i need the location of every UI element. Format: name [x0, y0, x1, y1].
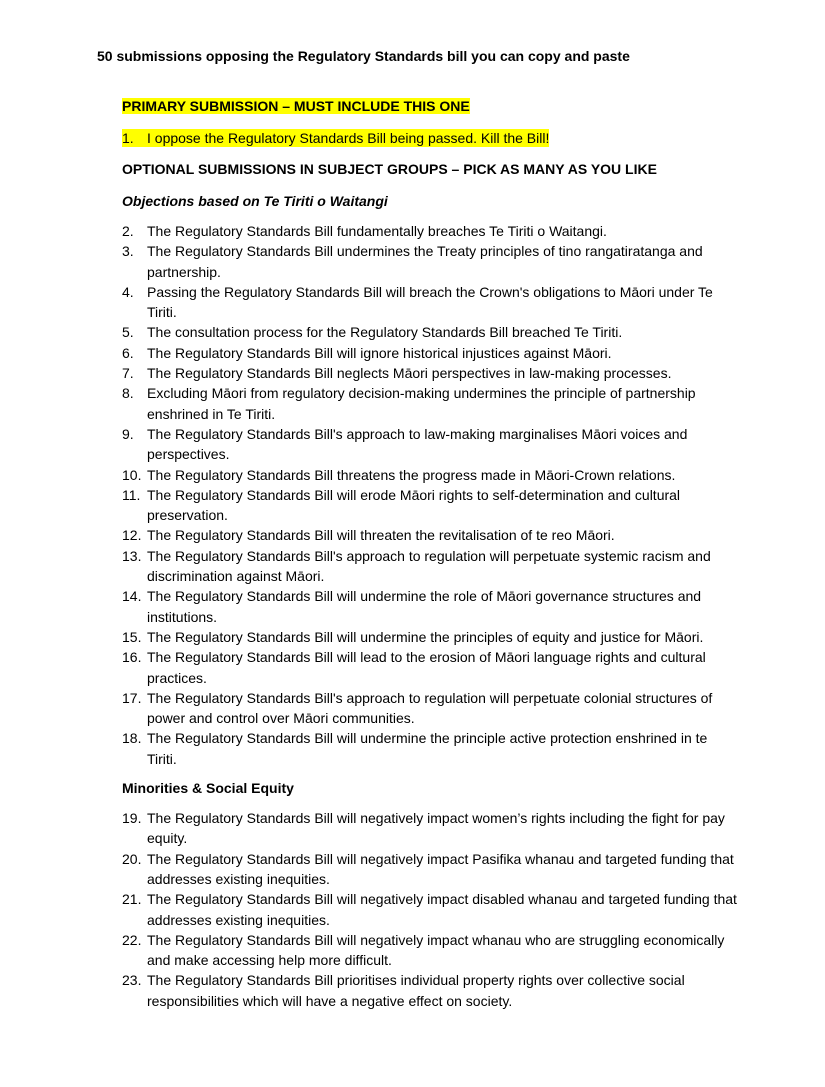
list-item — [122, 970, 737, 1011]
list-item — [122, 424, 737, 465]
item-text: Excluding Māori from regulatory decision-making undermines the principle of partnership enshrined in Te Tiriti. — [147, 385, 696, 422]
list-item — [122, 282, 737, 323]
item-text: The Regulatory Standards Bill will lead to the erosion of Māori language rights and cultural practices. — [147, 649, 706, 686]
section-heading-te-tiriti: Objections based on Te Tiriti o Waitangi — [122, 193, 388, 209]
item-text: The Regulatory Standards Bill will ignore historical injustices against Māori. — [147, 344, 612, 361]
item-text: The Regulatory Standards Bill will negatively impact disabled whanau and targeted funding that addresses existing inequities. — [147, 891, 737, 928]
list-item — [122, 586, 737, 627]
item-number: 14. — [122, 588, 142, 605]
item-text: The Regulatory Standards Bill will negatively impact whanau who are struggling economically and make accessing help more difficult. — [147, 931, 725, 969]
item-number: 17. — [122, 689, 142, 706]
item-text: The Regulatory Standards Bill will undermine the principles of equity and justice for Māori. — [147, 628, 704, 645]
item-number: 9. — [122, 425, 134, 442]
item-number: 16. — [122, 649, 142, 666]
item-text: The Regulatory Standards Bill will undermine the role of Māori governance structures and institutions. — [147, 588, 702, 625]
item-text: The Regulatory Standards Bill will negatively impact women’s rights including the fight for pay equity. — [147, 810, 725, 847]
item-number: 8. — [122, 385, 134, 402]
list-item — [122, 322, 737, 342]
item-text: The Regulatory Standards Bill fundamentally breaches Te Tiriti o Waitangi. — [147, 223, 607, 239]
item-number: 13. — [122, 547, 142, 564]
item-number: 5. — [122, 324, 134, 341]
item-number: 3. — [122, 243, 134, 260]
list-item — [122, 465, 737, 485]
item-text: The Regulatory Standards Bill will threaten the revitalisation of te reo Māori. — [147, 527, 615, 544]
item-number: 23. — [122, 972, 142, 989]
list-item — [122, 627, 737, 647]
item-text: The Regulatory Standards Bill's approach to law-making marginalises Māori voices and perspectives. — [147, 425, 688, 463]
list-item — [122, 343, 737, 363]
list-item — [122, 241, 737, 282]
item-number: 22. — [122, 931, 142, 948]
list-item — [122, 930, 737, 971]
item-text: The Regulatory Standards Bill's approach to regulation will perpetuate colonial structures of power and control over Māori communities. — [147, 689, 713, 727]
list-item — [122, 728, 737, 769]
item-number: 4. — [122, 283, 134, 300]
list-item — [122, 688, 737, 729]
item-number: 2. — [122, 223, 134, 239]
primary-heading — [122, 97, 737, 115]
item-number: 12. — [122, 527, 142, 544]
item-number: 19. — [122, 810, 142, 827]
list-item — [122, 889, 737, 930]
item-text: The consultation process for the Regulatory Standards Bill breached Te Tiriti. — [147, 324, 623, 341]
list-item — [122, 849, 737, 890]
item-text: The Regulatory Standards Bill prioritises individual property rights over collective social responsibilities which will have a negative effect on society. — [147, 972, 685, 1009]
optional-heading: OPTIONAL SUBMISSIONS IN SUBJECT GROUPS – PICK AS MANY AS YOU LIKE — [122, 161, 657, 177]
list-item — [122, 363, 737, 383]
item-text: The Regulatory Standards Bill threatens the progress made in Māori-Crown relations. — [147, 466, 676, 483]
item-number: 18. — [122, 730, 142, 747]
list-item — [122, 383, 737, 424]
list-item — [122, 808, 737, 849]
section-heading-minorities: Minorities & Social Equity — [122, 780, 294, 797]
item-number: 20. — [122, 850, 142, 867]
primary-item-number: 1. — [122, 129, 147, 147]
document-title: 50 submissions opposing the Regulatory Standards bill you can copy and paste — [97, 48, 630, 64]
primary-submission-item — [122, 129, 737, 147]
item-number: 11. — [122, 486, 141, 503]
list-item — [122, 647, 737, 688]
list-item — [122, 525, 737, 545]
list-item — [122, 546, 737, 587]
item-number: 7. — [122, 365, 134, 382]
item-text: The Regulatory Standards Bill neglects Māori perspectives in law-making processes. — [147, 365, 672, 382]
item-text: The Regulatory Standards Bill undermines the Treaty principles of tino rangatiratanga and partnership. — [147, 243, 703, 280]
document-body — [122, 97, 737, 1011]
te-tiriti-list — [122, 221, 737, 769]
item-number: 15. — [122, 628, 142, 645]
item-text: The Regulatory Standards Bill will negatively impact Pasifika whanau and targeted funding that addresses existing inequities. — [147, 850, 734, 887]
item-number: 10. — [122, 466, 142, 483]
item-number: 21. — [122, 891, 142, 908]
list-item — [122, 221, 737, 241]
primary-heading-highlight: PRIMARY SUBMISSION – MUST INCLUDE THIS ONE — [122, 98, 470, 114]
item-text: Passing the Regulatory Standards Bill will breach the Crown's obligations to Māori under Te Tiriti. — [147, 283, 713, 321]
item-text: The Regulatory Standards Bill will undermine the principle active protection enshrined in te Tiriti. — [147, 730, 708, 767]
item-number: 6. — [122, 344, 134, 361]
primary-item-text: I oppose the Regulatory Standards Bill being passed. Kill the Bill! — [147, 130, 550, 146]
minorities-list — [122, 808, 737, 1011]
item-text: The Regulatory Standards Bill will erode Māori rights to self-determination and cultural preservation. — [147, 486, 681, 524]
list-item — [122, 485, 737, 526]
item-text: The Regulatory Standards Bill's approach to regulation will perpetuate systemic racism and discrimination against Māori. — [147, 547, 711, 585]
